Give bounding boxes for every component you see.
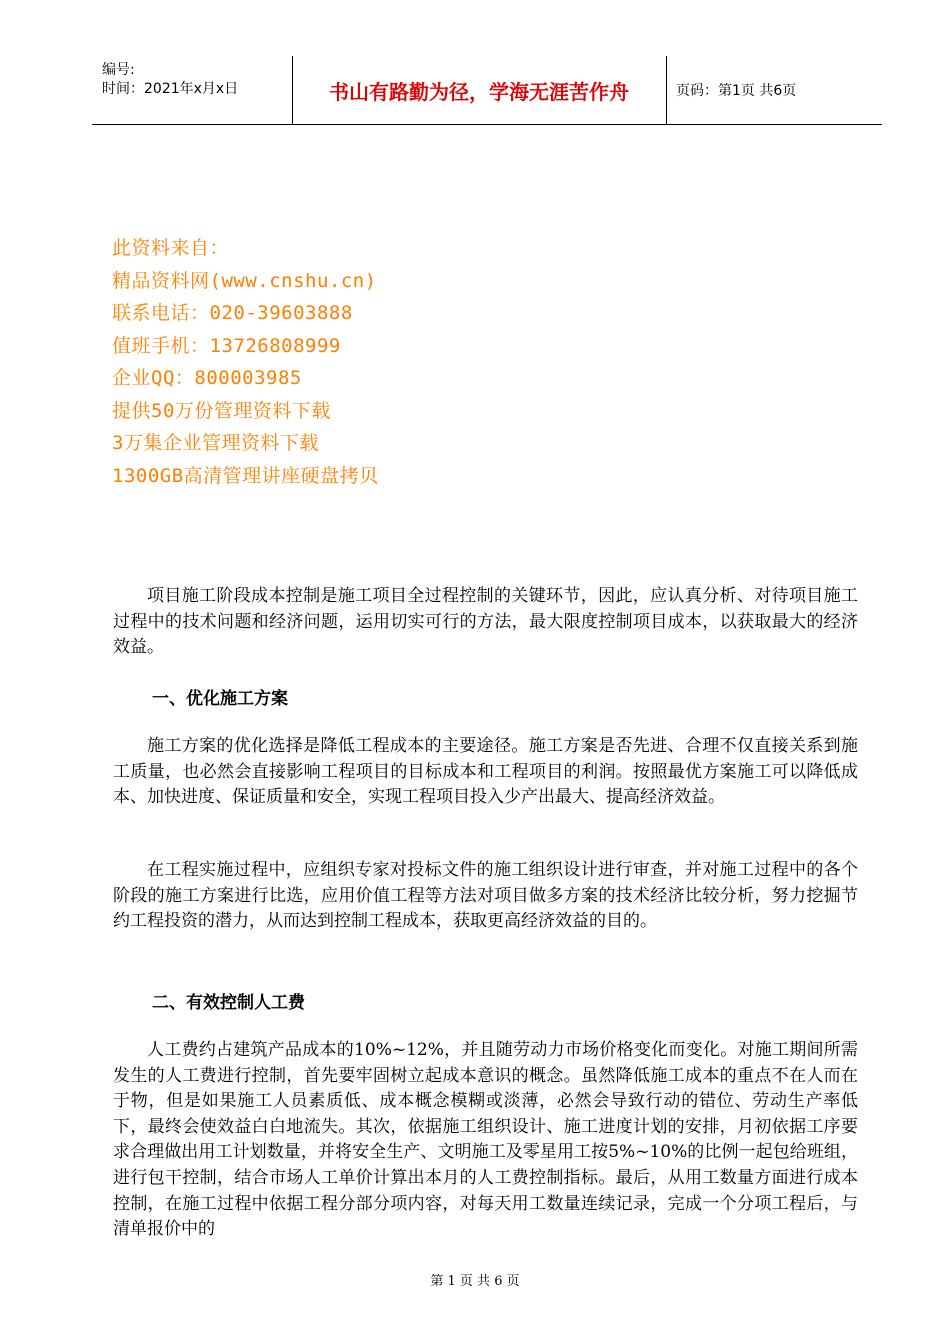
time-label: 时间：2021年x月x日 (102, 81, 239, 97)
header-meta (92, 56, 292, 124)
promo-line: 精品资料网(www.cnshu.cn) (112, 269, 377, 292)
intro-paragraph (113, 584, 858, 661)
paragraph-text: 项目施工阶段成本控制是施工项目全过程控制的关键环节，因此，应认真分析、对待项目施工过程中的技术问题和经济问题，运用切实可行的方法，最大限度控制项目成本，以获取最大的经济效益。 (113, 586, 858, 658)
promo-block (112, 232, 379, 492)
page-footer: 第 1 页 共 6 页 (430, 1274, 520, 1289)
promo-line: 3万集企业管理资料下载 (112, 432, 319, 454)
promo-line: 1300GB高清管理讲座硬盘拷贝 (112, 464, 379, 487)
header-page-label: 页码：第1页 共6页 (676, 83, 797, 99)
paragraph-text: 在工程实施过程中，应组织专家对投标文件的施工组织设计进行审查，并对施工过程中的各个阶段的施工方案进行比选，应用价值工程等方法对项目做多方案的技术经济比较分析，努力挖掘节约工程投资的潜力，从而达到控制工程成本，获取更高经济效益的目的。 (113, 860, 858, 932)
promo-line: 此资料来自： (112, 237, 230, 259)
section-heading: 一、优化施工方案 (152, 689, 288, 709)
paragraph-text: 施工方案的优化选择是降低工程成本的主要途径。施工方案是否先进、合理不仅直接关系到施工质量，也必然会直接影响工程项目的目标成本和工程项目的利润。按照最优方案施工可以降低成本、加快进度、保证质量和安全，实现工程项目投入少产出最大、提高经济效益。 (113, 736, 858, 808)
header-motto: 书山有路勤为径，学海无涯苦作舟 (329, 79, 629, 104)
promo-line: 企业QQ：800003985 (112, 367, 302, 389)
section1-paragraph-2 (113, 858, 858, 935)
promo-line: 提供50万份管理资料下载 (112, 399, 331, 422)
document-header (92, 56, 882, 125)
code-label: 编号: (102, 62, 135, 78)
paragraph-text: 人工费约占建筑产品成本的10%~12%，并且随劳动力市场价格变化而变化。对施工期间所需发生的人工费进行控制，首先要牢固树立起成本意识的概念。虽然降低施工成本的重点不在人而在于物，但是如果施工人员素质低、成本概念模糊或淡薄，必然会导致行动的错位、劳动生产率低下，最终会使效益白白地流失。其次，依据施工组织设计、施工进度计划的安排，月初依据工序要求合理做出用工计划数量，并将安全生产、文明施工及零星用工按5%~10%的比例一起包给班组，进行包干控制，结合市场人工单价计算出本月的人工费控制指标。最后，从用工数量方面进行成本控制，在施工过程中依据工程分部分项内容，对每天用工数量连续记录，完成一个分项工程后，与清单报价中的 (113, 1040, 858, 1240)
promo-line: 联系电话：020-39603888 (112, 302, 353, 324)
section2-paragraph-1 (113, 1038, 858, 1243)
section-heading: 二、有效控制人工费 (152, 993, 305, 1013)
promo-line: 值班手机：13726808999 (112, 334, 341, 357)
section1-paragraph-1 (113, 734, 858, 811)
